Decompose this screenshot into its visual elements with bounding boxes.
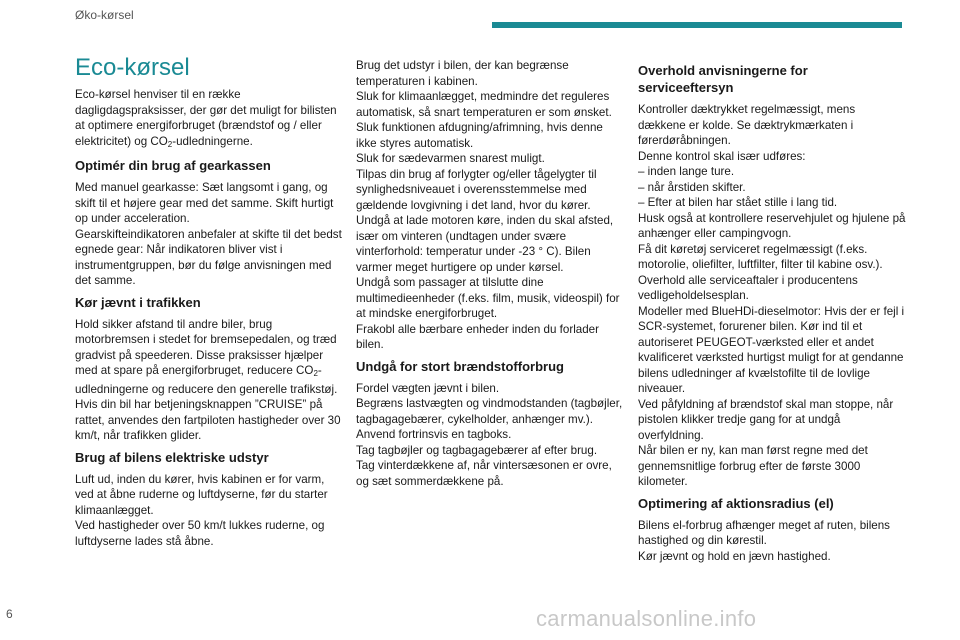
traffic-text-a: Hold sikker afstand til andre biler, brug motorbremsen i stedet for bremsepedalen, og træd gradvist på speederen. Disse praksisser hjælper med at spare på energiforbruget, reducere CO bbox=[75, 317, 337, 377]
service-text: Kontroller dæktrykket regelmæssigt, mens dækkene er kolde. Se dæktrykmærkaten i førerdøråbningen. Denne kontrol skal især udføres: – inden lange ture. – når årstiden skifter. – Efter at bilen har stået stille i lang tid. Husk også at kontrollere reservehjulet og hjulene på anhænger eller campingvogn. Få dit køretøj serviceret regelmæssigt (f.eks. motorolie, oliefilter, luftfilter, filter til kabine osv.). Overhold alle serviceaftaler i producentens vedligeholdelsesplan. Modeller med BlueHDi-dieselmotor: Hvis der er fejl i SCR-systemet, forurener bilen. Kør ind til et autoriseret PEUGEOT-værksted eller et andet kvalificeret værksted hurtigst muligt for at gendanne bilens udledninger af kvælstofilte til de lovlige niveauer. Ved påfyldning af brændstof skal man stoppe, når pistolen klikker tredje gang for at undgå overfyldning. Når bilen er ny, kan man først regne med det gennemsnitlige forbrug efter de første 3000 kilometer. bbox=[638, 103, 906, 488]
equipment-text: Brug det udstyr i bilen, der kan begrænse temperaturen i kabinen. Sluk for klimaanlægget, medmindre det reguleres automatisk, så snart temperaturen er som ønsket. Sluk funktionen afdugning/afrimning, hvis denne ikke styres automatisk. Sluk for sædevarmen snarest muligt. Tilpas din brug af forlygter og/eller tågelygter til synlighedsniveauet i overensstemmelse med gældende lovgivning i det land, hvor du kører. Undgå at lade motoren køre, inden du skal afsted, især om vinteren (undtagen under svære vinterforhold: temperatur under -23 ° C). Bilen varmer meget hurtigere op under kørsel. Undgå som passager at tilslutte dine multimedieenheder (f.eks. film, musik, videospil) for at mindske energiforbruget. Frakobl alle bærbare enheder inden du forlader bilen. bbox=[356, 59, 620, 351]
watermark: carmanualsonline.info bbox=[536, 606, 757, 631]
electrical-heading: Brug af bilens elektriske udstyr bbox=[75, 449, 269, 465]
header-accent-bar bbox=[492, 22, 902, 28]
range-heading: Optimering af aktionsradius (el) bbox=[638, 495, 834, 511]
intro-text-a: Eco-kørsel henviser til en række dagligdagspraksisser, der gør det muligt for bilisten at optimere energiforbruget (brændstof og / eller elektricitet) og CO bbox=[75, 88, 337, 148]
range-text: Bilens el-forbrug afhænger meget af ruten, bilens hastighed og din kørestil. Kør jævnt og hold en jævn hastighed. bbox=[638, 518, 890, 563]
traffic-subscript: 2 bbox=[313, 369, 318, 378]
traffic-text-b: -udledningerne og reducere den generelle trafikstøj. Hvis din bil har betjeningsknappen ”CRUISE” på rattet, anvendes den fartpiloten hastigheder over 30 km/t, når trafikken glider. bbox=[75, 364, 341, 442]
section-header: Øko-kørsel bbox=[75, 8, 134, 22]
gearbox-heading: Optimér din brug af gearkassen bbox=[75, 158, 271, 173]
fuel-consumption-text: Fordel vægten jævnt i bilen. Begræns lastvægten og vindmodstanden (tagbøjler, tagbagagebærer, cykelholder, anhænger mv.). Anvend fortrinsvis en tagboks. Tag tagbøjler og tagbagagebærer af efter brug. Tag vinterdækkene af, når vintersæsonen er ovre, og sæt sommerdækkene på. bbox=[356, 381, 623, 488]
column-3 bbox=[638, 58, 906, 569]
intro-text-b: -udledningerne. bbox=[172, 134, 253, 148]
page-number: 6 bbox=[6, 607, 13, 621]
traffic-heading: Kør jævnt i trafikken bbox=[75, 294, 201, 310]
column-1 bbox=[75, 54, 343, 554]
gearbox-text: Med manuel gearkasse: Sæt langsomt i gang, og skift til et højere gear med det samme. Skift hurtigt op under acceleration. Gearskifteindikatoren anbefaler at skifte til det bedst egnede gear: Når indikatoren bliver vist i instrumentgruppen, bør du følge anvisningen med det samme. bbox=[75, 181, 342, 287]
service-heading: Overhold anvisningerne for serviceeftersyn bbox=[638, 63, 808, 95]
intro-paragraph bbox=[75, 87, 343, 152]
traffic-paragraph bbox=[75, 317, 343, 444]
electrical-text: Luft ud, inden du kører, hvis kabinen er for varm, ved at åbne ruderne og luftdyserne, før du starter klimaanlægget. Ved hastigheder over 50 km/t lukkes ruderne, og luftdyserne lades stå åbne. bbox=[75, 472, 328, 548]
column-2 bbox=[356, 58, 624, 494]
intro-subscript: 2 bbox=[167, 139, 173, 149]
page-title: Eco-kørsel bbox=[75, 54, 190, 81]
fuel-consumption-heading: Undgå for stort brændstofforbrug bbox=[356, 358, 564, 374]
